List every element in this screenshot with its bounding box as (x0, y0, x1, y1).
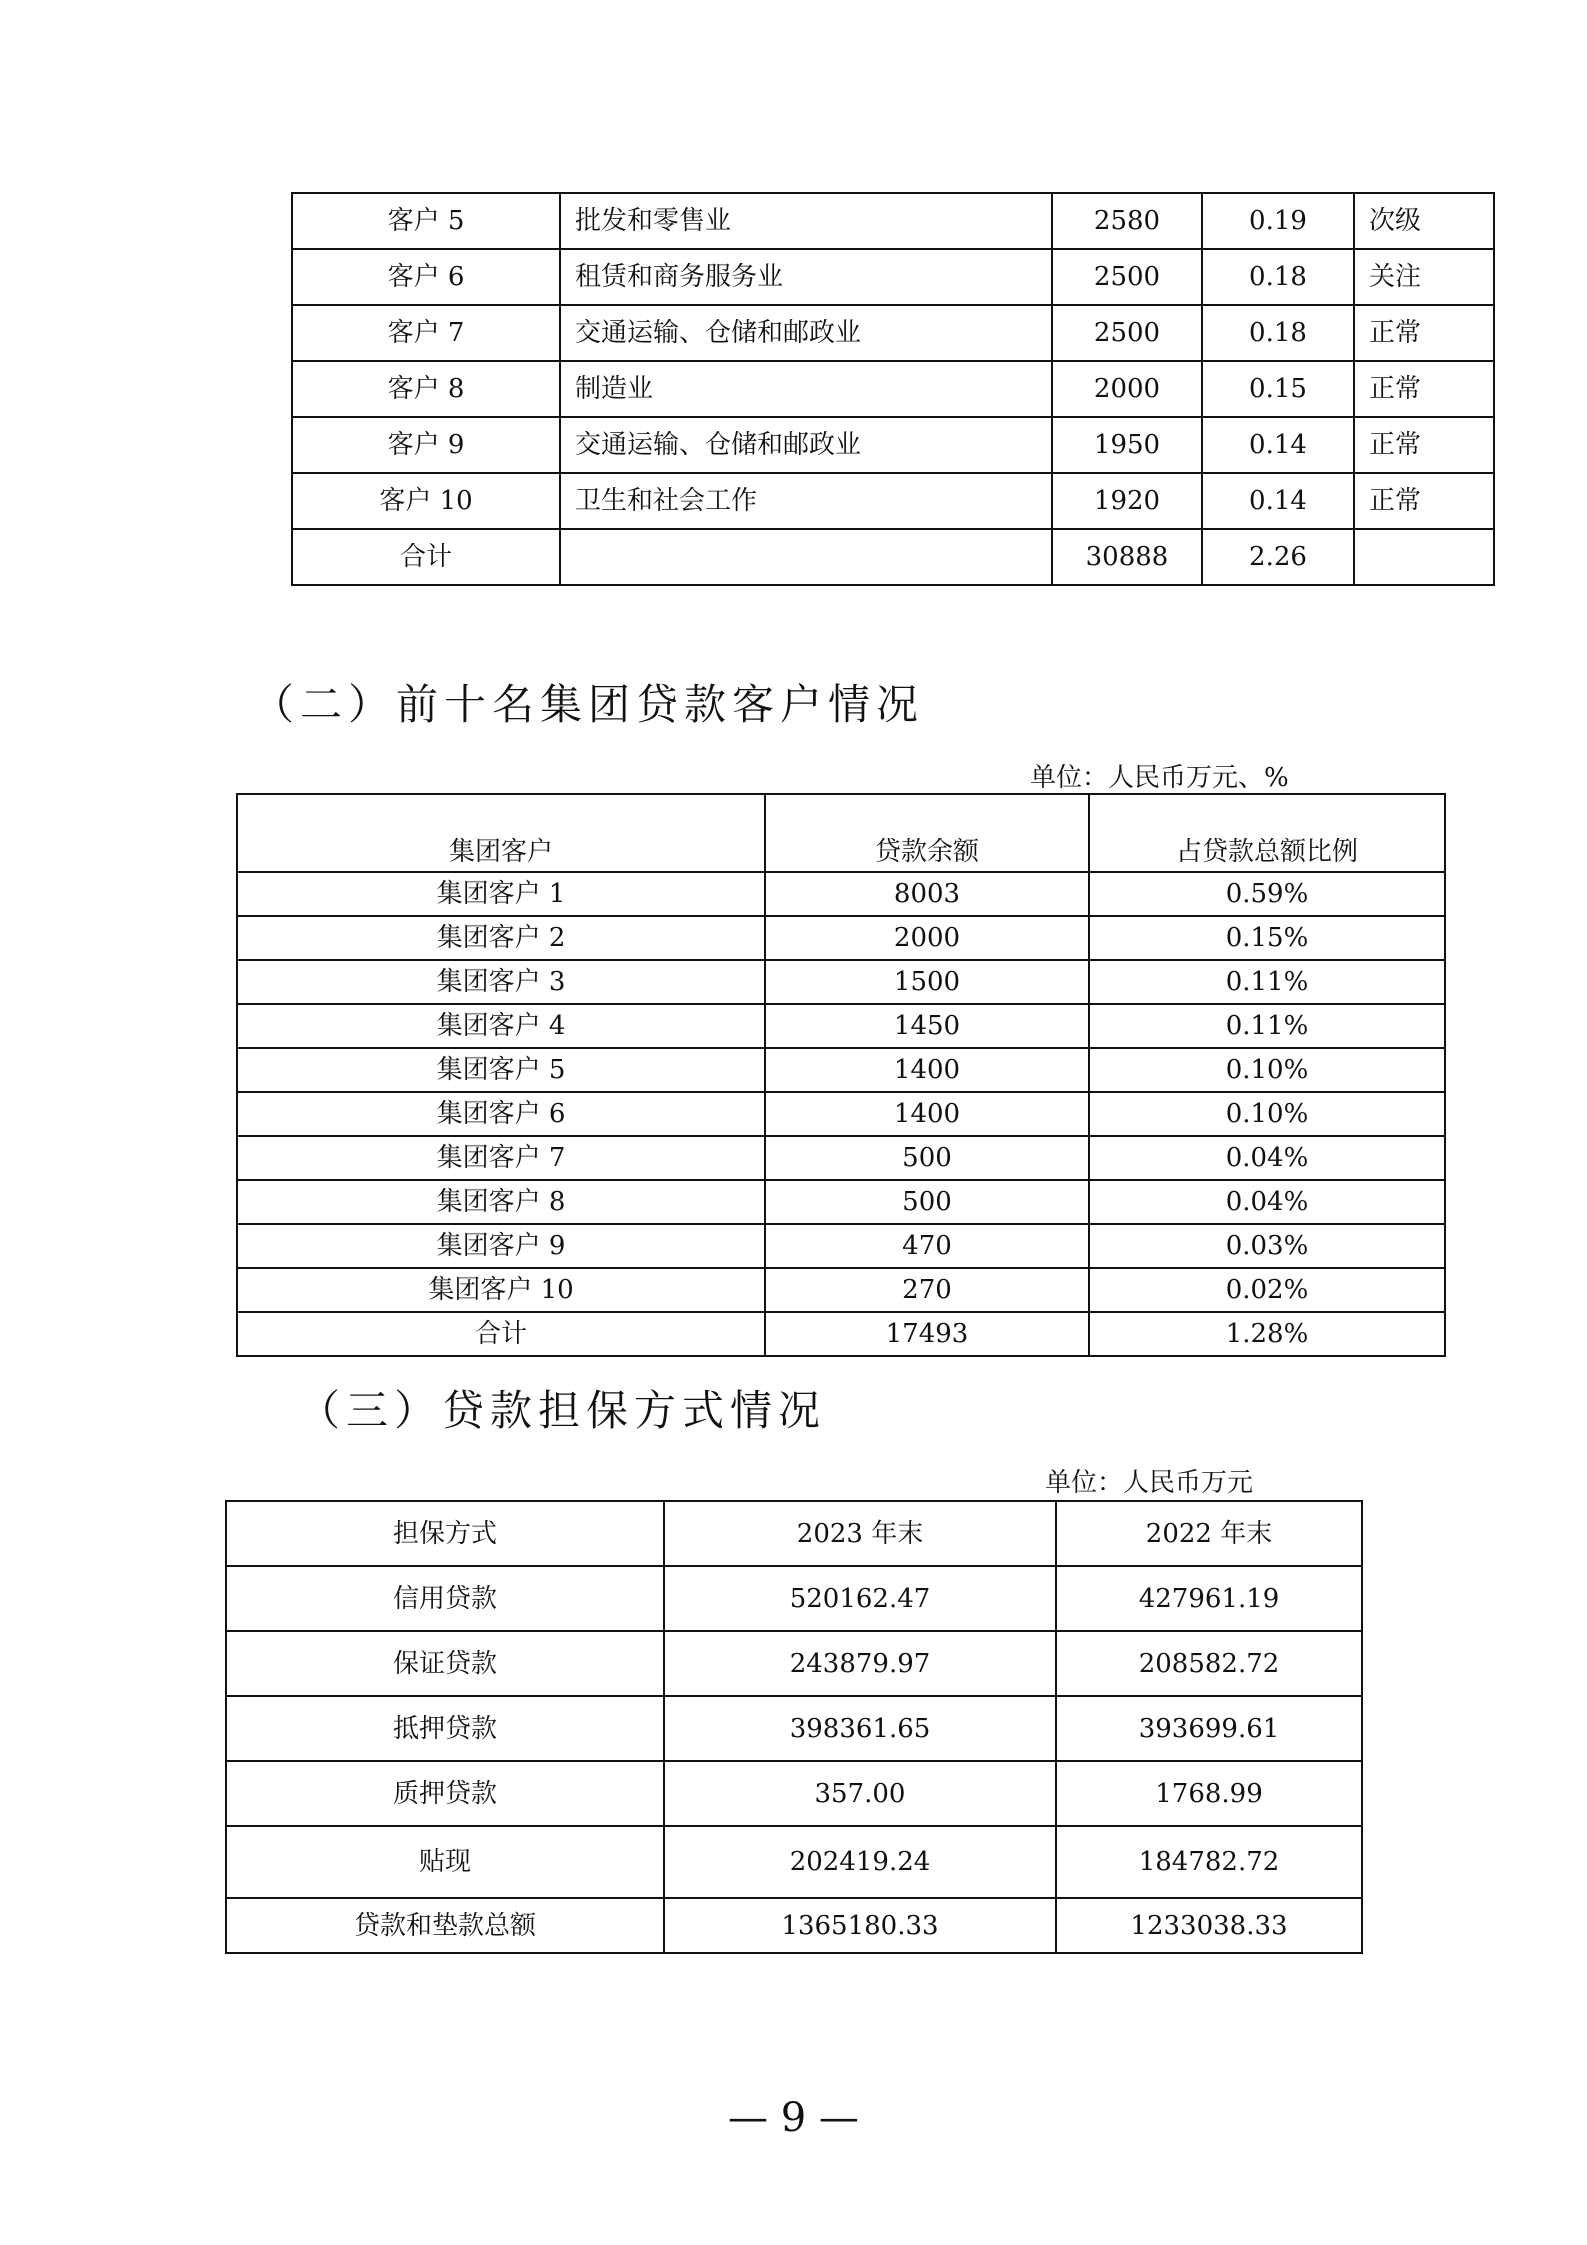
column-header: 2022 年末 (1056, 1501, 1362, 1566)
total-label: 合计 (237, 1312, 765, 1356)
industry-cell (560, 529, 1052, 585)
group-customer-cell: 集团客户 7 (237, 1136, 765, 1180)
ratio-cell: 0.04% (1089, 1180, 1445, 1224)
balance-cell: 470 (765, 1224, 1089, 1268)
balance-cell: 500 (765, 1136, 1089, 1180)
ratio-cell: 0.15% (1089, 916, 1445, 960)
table-row (237, 1136, 1445, 1180)
section-heading: （三）贷款担保方式情况 (298, 1386, 827, 1435)
ratio-cell: 0.18 (1202, 249, 1354, 305)
amount-2023-cell: 202419.24 (664, 1826, 1056, 1898)
total-label: 合计 (292, 529, 560, 585)
amount-2022-cell: 208582.72 (1056, 1631, 1362, 1696)
table-row (226, 1566, 1362, 1631)
table-row (226, 1826, 1362, 1898)
balance-cell: 500 (765, 1180, 1089, 1224)
table-row (237, 1224, 1445, 1268)
guarantee-methods-table (225, 1500, 1363, 1954)
method-cell: 贷款和垫款总额 (226, 1898, 664, 1953)
amount-2023-cell: 357.00 (664, 1761, 1056, 1826)
table-row (292, 417, 1494, 473)
customer-cell: 客户 9 (292, 417, 560, 473)
column-header: 集团客户 (237, 794, 765, 872)
column-header: 贷款余额 (765, 794, 1089, 872)
ratio-cell: 0.59% (1089, 872, 1445, 916)
table-row (237, 1048, 1445, 1092)
classification-cell (1354, 529, 1494, 585)
column-header: 占贷款总额比例 (1089, 794, 1445, 872)
classification-cell: 正常 (1354, 417, 1494, 473)
group-customers-table (236, 793, 1446, 1357)
table-row (237, 1004, 1445, 1048)
classification-cell: 次级 (1354, 193, 1494, 249)
table-header-row (237, 794, 1445, 872)
classification-cell: 关注 (1354, 249, 1494, 305)
unit-label: 单位：人民币万元 (1045, 1468, 1254, 1498)
amount-2023-cell: 1365180.33 (664, 1898, 1056, 1953)
ratio-cell: 0.10% (1089, 1048, 1445, 1092)
table-row (226, 1696, 1362, 1761)
balance-cell: 1950 (1052, 417, 1202, 473)
group-customer-cell: 集团客户 10 (237, 1268, 765, 1312)
ratio-cell: 0.04% (1089, 1136, 1445, 1180)
table-row (226, 1761, 1362, 1826)
balance-cell: 1450 (765, 1004, 1089, 1048)
top-customers-table (291, 192, 1495, 586)
total-ratio: 1.28% (1089, 1312, 1445, 1356)
customer-cell: 客户 5 (292, 193, 560, 249)
group-customer-cell: 集团客户 9 (237, 1224, 765, 1268)
section-heading: （二）前十名集团贷款客户情况 (252, 680, 925, 729)
industry-cell: 制造业 (560, 361, 1052, 417)
table-row (237, 872, 1445, 916)
ratio-cell: 0.03% (1089, 1224, 1445, 1268)
column-header: 担保方式 (226, 1501, 664, 1566)
industry-cell: 交通运输、仓储和邮政业 (560, 417, 1052, 473)
industry-cell: 租赁和商务服务业 (560, 249, 1052, 305)
page-number: — 9 — (728, 2095, 859, 2141)
table-row (226, 1631, 1362, 1696)
group-customer-cell: 集团客户 4 (237, 1004, 765, 1048)
ratio-cell: 0.14 (1202, 473, 1354, 529)
ratio-cell: 0.15 (1202, 361, 1354, 417)
ratio-cell: 0.10% (1089, 1092, 1445, 1136)
balance-cell: 2500 (1052, 305, 1202, 361)
ratio-cell: 0.11% (1089, 960, 1445, 1004)
amount-2023-cell: 243879.97 (664, 1631, 1056, 1696)
table-row (292, 193, 1494, 249)
ratio-cell: 0.14 (1202, 417, 1354, 473)
method-cell: 质押贷款 (226, 1761, 664, 1826)
group-customer-cell: 集团客户 1 (237, 872, 765, 916)
industry-cell: 交通运输、仓储和邮政业 (560, 305, 1052, 361)
ratio-cell: 0.18 (1202, 305, 1354, 361)
total-balance: 30888 (1052, 529, 1202, 585)
group-customer-cell: 集团客户 6 (237, 1092, 765, 1136)
amount-2023-cell: 398361.65 (664, 1696, 1056, 1761)
customer-cell: 客户 10 (292, 473, 560, 529)
method-cell: 信用贷款 (226, 1566, 664, 1631)
amount-2023-cell: 520162.47 (664, 1566, 1056, 1631)
industry-cell: 批发和零售业 (560, 193, 1052, 249)
classification-cell: 正常 (1354, 361, 1494, 417)
balance-cell: 1400 (765, 1092, 1089, 1136)
balance-cell: 1500 (765, 960, 1089, 1004)
total-row (237, 1312, 1445, 1356)
customer-cell: 客户 8 (292, 361, 560, 417)
balance-cell: 1920 (1052, 473, 1202, 529)
total-row (226, 1898, 1362, 1953)
total-row (292, 529, 1494, 585)
amount-2022-cell: 184782.72 (1056, 1826, 1362, 1898)
customer-cell: 客户 6 (292, 249, 560, 305)
method-cell: 保证贷款 (226, 1631, 664, 1696)
table-header-row (226, 1501, 1362, 1566)
table-row (292, 361, 1494, 417)
balance-cell: 270 (765, 1268, 1089, 1312)
balance-cell: 2580 (1052, 193, 1202, 249)
classification-cell: 正常 (1354, 305, 1494, 361)
table-row (237, 1268, 1445, 1312)
table-row (292, 249, 1494, 305)
method-cell: 贴现 (226, 1826, 664, 1898)
balance-cell: 2000 (1052, 361, 1202, 417)
column-header: 2023 年末 (664, 1501, 1056, 1566)
total-balance: 17493 (765, 1312, 1089, 1356)
table-row (292, 305, 1494, 361)
balance-cell: 2000 (765, 916, 1089, 960)
unit-label: 单位：人民币万元、% (1030, 763, 1289, 793)
method-cell: 抵押贷款 (226, 1696, 664, 1761)
table-row (292, 473, 1494, 529)
balance-cell: 2500 (1052, 249, 1202, 305)
table-row (237, 1092, 1445, 1136)
total-ratio: 2.26 (1202, 529, 1354, 585)
group-customer-cell: 集团客户 3 (237, 960, 765, 1004)
amount-2022-cell: 393699.61 (1056, 1696, 1362, 1761)
ratio-cell: 0.02% (1089, 1268, 1445, 1312)
industry-cell: 卫生和社会工作 (560, 473, 1052, 529)
group-customer-cell: 集团客户 2 (237, 916, 765, 960)
classification-cell: 正常 (1354, 473, 1494, 529)
table-row (237, 916, 1445, 960)
amount-2022-cell: 1768.99 (1056, 1761, 1362, 1826)
balance-cell: 8003 (765, 872, 1089, 916)
group-customer-cell: 集团客户 8 (237, 1180, 765, 1224)
amount-2022-cell: 1233038.33 (1056, 1898, 1362, 1953)
balance-cell: 1400 (765, 1048, 1089, 1092)
table-row (237, 960, 1445, 1004)
ratio-cell: 0.19 (1202, 193, 1354, 249)
table-row (237, 1180, 1445, 1224)
amount-2022-cell: 427961.19 (1056, 1566, 1362, 1631)
ratio-cell: 0.11% (1089, 1004, 1445, 1048)
customer-cell: 客户 7 (292, 305, 560, 361)
group-customer-cell: 集团客户 5 (237, 1048, 765, 1092)
